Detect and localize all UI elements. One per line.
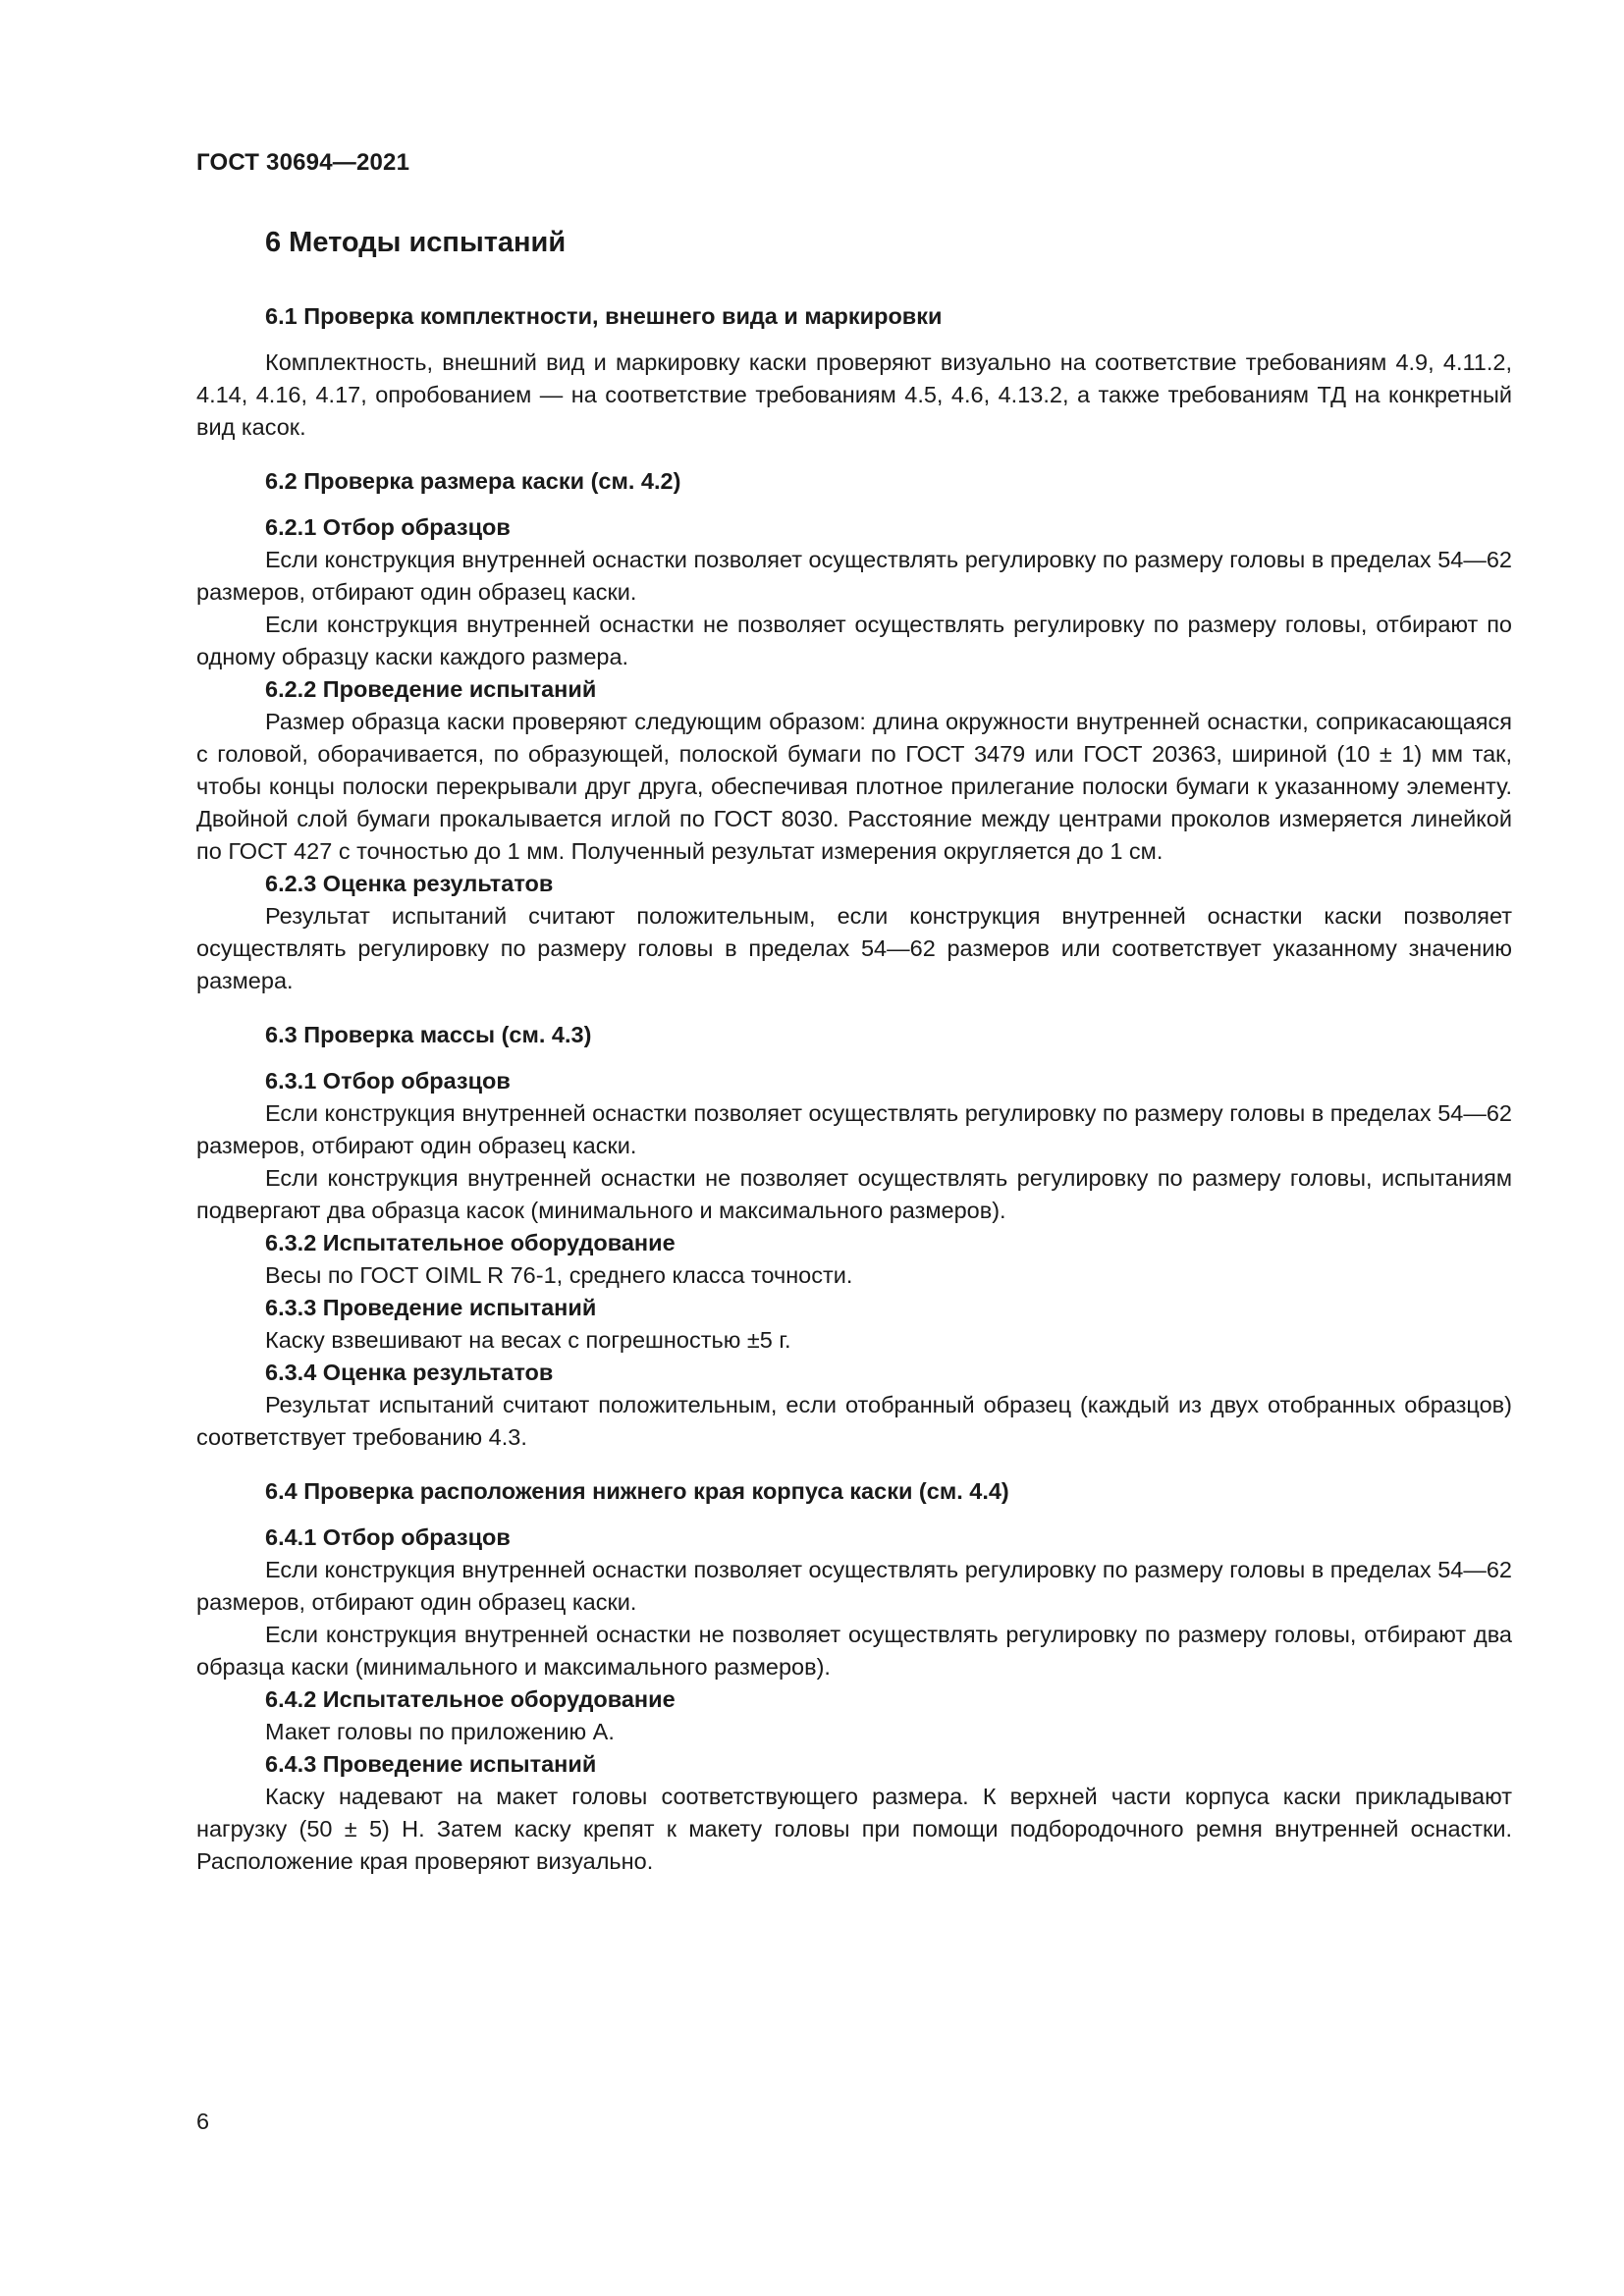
page-content: [196, 224, 1512, 1878]
subsection-6-1-title: 6.1 Проверка комплектности, внешнего вида и маркировки: [265, 303, 943, 329]
paragraph: Если конструкция внутренней оснастки не позволяет осуществлять регулировку по размеру головы, испытаниям подвергают два образца касок (минимального и максимального размеров).: [196, 1165, 1512, 1223]
clause-6-3-3-title: 6.3.3 Проведение испытаний: [265, 1295, 597, 1320]
subsection-6-2-title: 6.2 Проверка размера каски (см. 4.2): [265, 468, 681, 494]
paragraph: Если конструкция внутренней оснастки не позволяет осуществлять регулировку по размеру головы, отбирают два образца каски (минимального и максимального размеров).: [196, 1622, 1512, 1680]
paragraph: Если конструкция внутренней оснастки позволяет осуществлять регулировку по размеру головы в пределах 54—62 размеров, отбирают один образец каски.: [196, 547, 1512, 605]
paragraph: Если конструкция внутренней оснастки позволяет осуществлять регулировку по размеру головы в пределах 54—62 размеров, отбирают один образец каски.: [196, 1557, 1512, 1615]
document-code: ГОСТ 30694—2021: [196, 149, 410, 176]
subsection-6-3-title: 6.3 Проверка массы (см. 4.3): [265, 1022, 592, 1047]
paragraph: Макет головы по приложению А.: [265, 1719, 615, 1744]
section-title: 6 Методы испытаний: [265, 227, 567, 258]
document-page: [196, 0, 1512, 2296]
paragraph: Результат испытаний считают положительным, если конструкция внутренней оснастки каски позволяет осуществлять регулировку по размеру головы в пределах 54—62 размеров или соответствует указанному значению размера.: [196, 903, 1512, 993]
paragraph: Если конструкция внутренней оснастки не позволяет осуществлять регулировку по размеру головы, отбирают по одному образцу каски каждого размера.: [196, 612, 1512, 669]
clause-6-4-3-title: 6.4.3 Проведение испытаний: [265, 1751, 597, 1777]
paragraph: Размер образца каски проверяют следующим образом: длина окружности внутренней оснастки, соприкасающаяся с головой, оборачивается, по образующей, полоской бумаги по ГОСТ 3479 или ГОСТ 20363, шириной (10 ± 1) мм так, чтобы концы полоски перекрывали друг друга, обеспечивая плотное прилегание полоски бумаги к указанному элементу. Двойной слой бумаги прокалывается иглой по ГОСТ 8030. Расстояние между центрами проколов измеряется линейкой по ГОСТ 427 с точностью до 1 мм. Полученный результат измерения округляется до 1 см.: [196, 709, 1512, 864]
paragraph: Весы по ГОСТ OIML R 76-1, среднего класса точности.: [265, 1262, 853, 1288]
clause-6-2-2-title: 6.2.2 Проведение испытаний: [265, 676, 597, 702]
clause-6-3-2-title: 6.3.2 Испытательное оборудование: [265, 1230, 676, 1255]
clause-6-3-4-title: 6.3.4 Оценка результатов: [265, 1360, 554, 1385]
clause-6-4-1-title: 6.4.1 Отбор образцов: [265, 1524, 511, 1550]
paragraph: Результат испытаний считают положительным, если отобранный образец (каждый из двух отобранных образцов) соответствует требованию 4.3.: [196, 1392, 1512, 1450]
clause-6-2-1-title: 6.2.1 Отбор образцов: [265, 514, 511, 540]
subsection-6-4-title: 6.4 Проверка расположения нижнего края корпуса каски (см. 4.4): [265, 1478, 1009, 1504]
clause-6-4-2-title: 6.4.2 Испытательное оборудование: [265, 1686, 676, 1712]
paragraph: Каску взвешивают на весах с погрешностью ±5 г.: [265, 1327, 791, 1353]
paragraph: Каску надевают на макет головы соответствующего размера. К верхней части корпуса каски прикладывают нагрузку (50 ± 5) Н. Затем каску крепят к макету головы при помощи подбородочного ремня внутренней оснастки. Расположение края проверяют визуально.: [196, 1784, 1512, 1874]
paragraph: Если конструкция внутренней оснастки позволяет осуществлять регулировку по размеру головы в пределах 54—62 размеров, отбирают один образец каски.: [196, 1100, 1512, 1158]
page-number: 6: [196, 2109, 210, 2134]
clause-6-2-3-title: 6.2.3 Оценка результатов: [265, 871, 554, 896]
clause-6-3-1-title: 6.3.1 Отбор образцов: [265, 1068, 511, 1094]
paragraph: Комплектность, внешний вид и маркировку каски проверяют визуально на соответствие требованиям 4.9, 4.11.2, 4.14, 4.16, 4.17, опробованием — на соответствие требованиям 4.5, 4.6, 4.13.2, а также требованиям ТД на конкретный вид касок.: [196, 349, 1512, 440]
